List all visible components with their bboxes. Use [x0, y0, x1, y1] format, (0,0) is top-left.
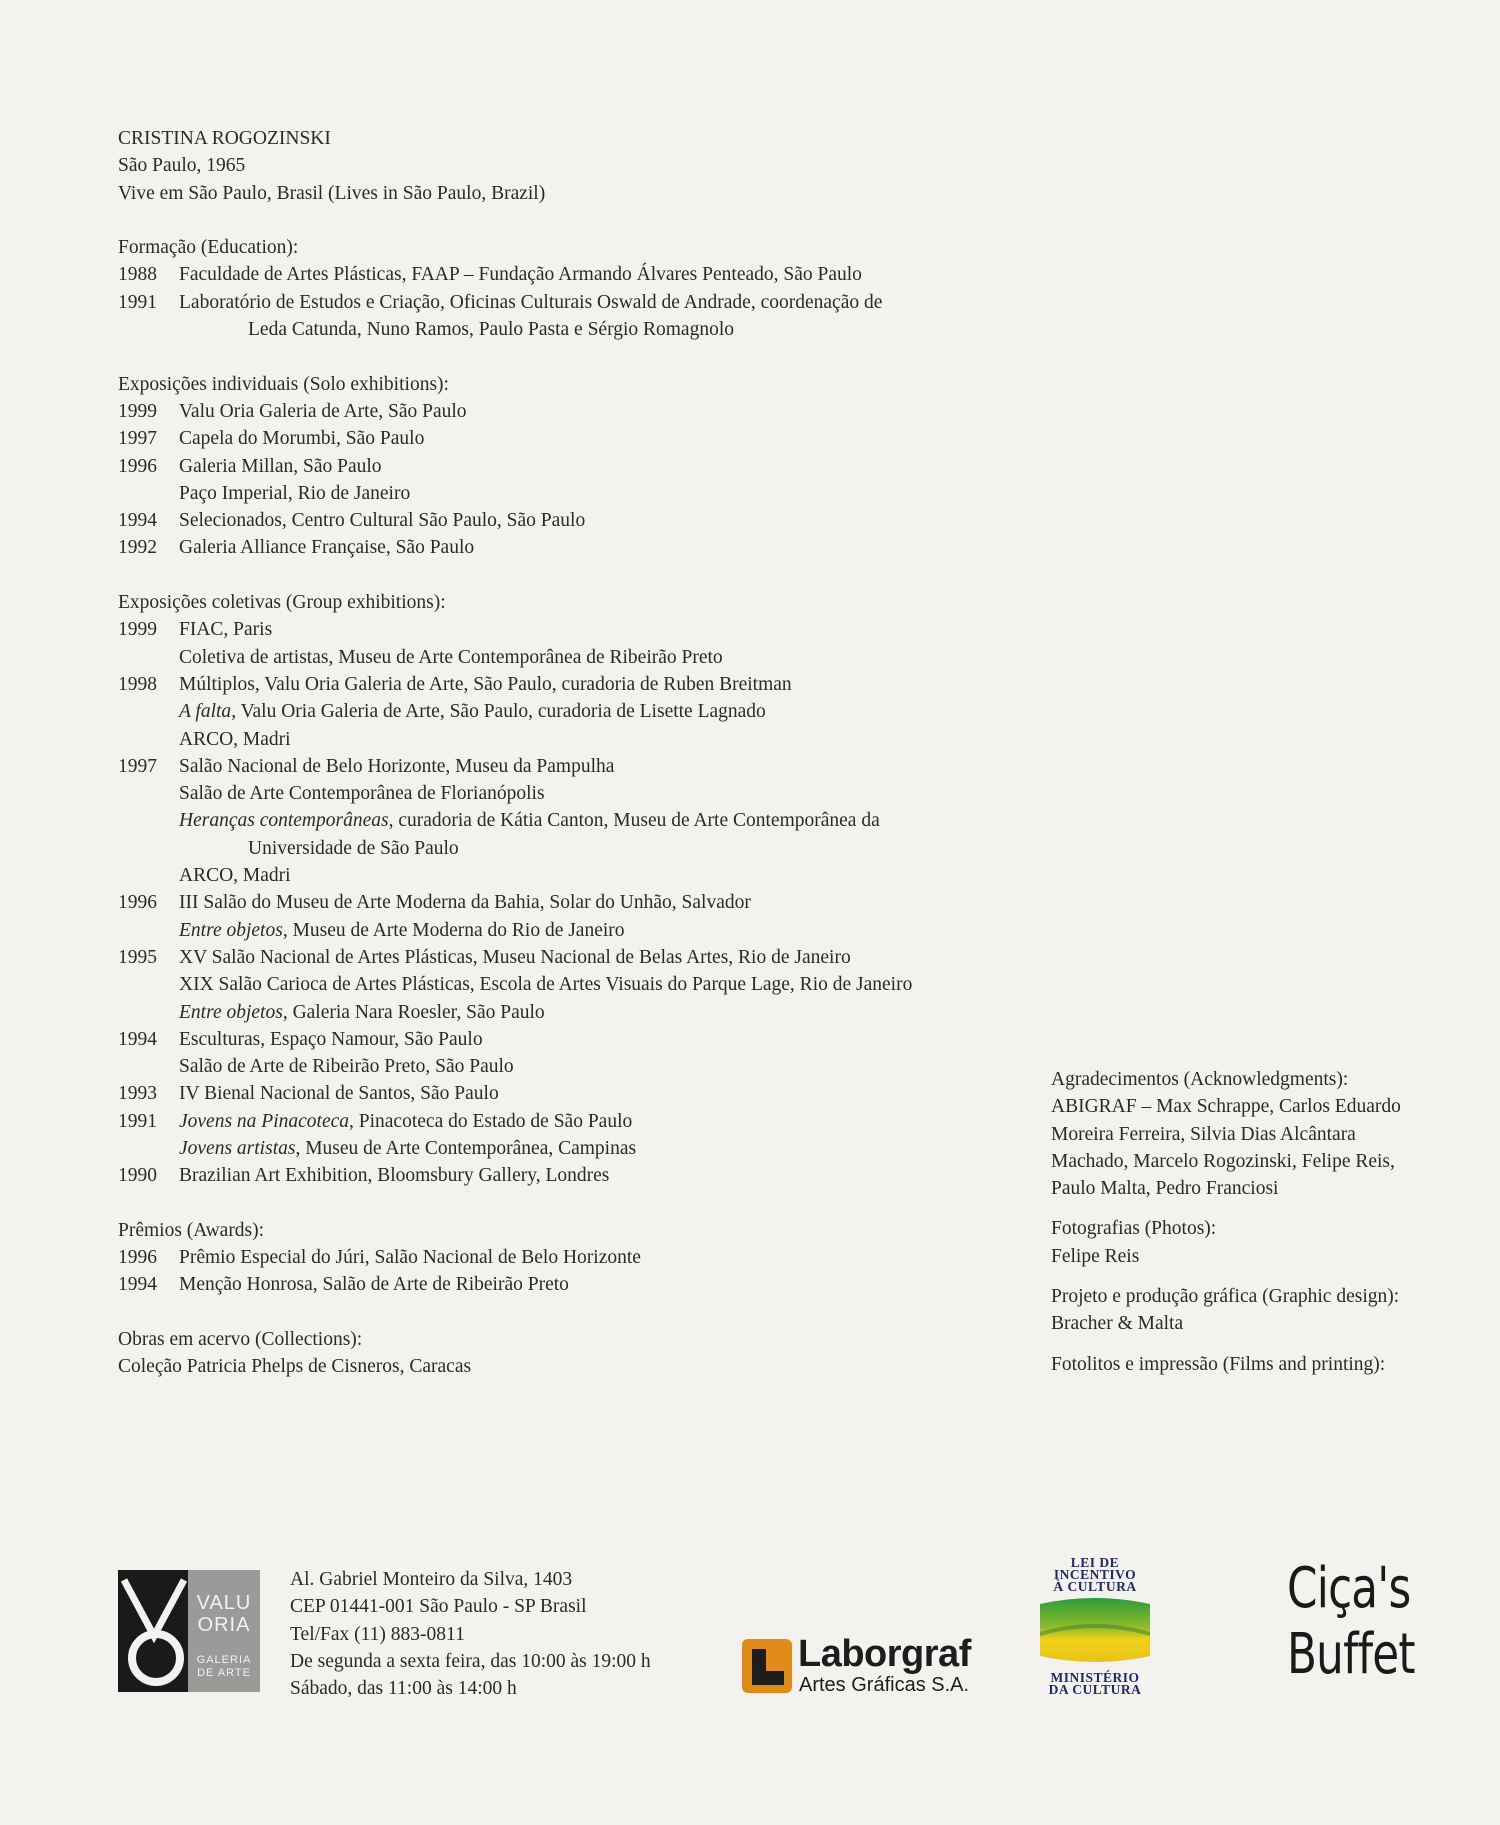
laborgraf-subtitle: Artes Gráficas S.A.: [799, 1674, 970, 1696]
list-item: [118, 261, 1018, 288]
entry-text: [179, 1053, 1018, 1080]
list-item: [118, 507, 1018, 534]
entry-title-italic: Jovens artistas: [179, 1137, 296, 1159]
entry-year: [118, 917, 179, 944]
minc-top-line: INCENTIVO: [1053, 1567, 1137, 1582]
entry-detail: ARCO, Madri: [179, 865, 291, 887]
address-line: Tel/Fax (11) 883-0811: [290, 1623, 465, 1645]
photos-heading: Fotografias (Photos):: [1051, 1218, 1217, 1240]
list-item: [118, 1108, 1018, 1135]
group-list: [118, 616, 1018, 1189]
entry-detail: , Pinacoteca do Estado de São Paulo: [349, 1110, 633, 1132]
minc-bottom-line: DA CULTURA: [1048, 1682, 1142, 1697]
entry-year: 1988: [118, 264, 157, 286]
laborgraf-logo: [740, 1633, 980, 1697]
list-item: [118, 1162, 1018, 1189]
entry-detail: Universidade de São Paulo: [248, 837, 459, 859]
list-item: [118, 289, 1018, 316]
entry-year: 1996: [118, 892, 157, 914]
entry-text: [179, 534, 1018, 561]
list-item: [118, 616, 1018, 643]
entry-detail: Menção Honrosa, Salão de Arte de Ribeirão Preto: [179, 1274, 569, 1296]
entry-detail: Paço Imperial, Rio de Janeiro: [179, 482, 411, 504]
entry-year: 1997: [118, 428, 157, 450]
list-item: [118, 807, 1018, 834]
minc-logo: [1036, 1557, 1154, 1696]
entry-text: [179, 999, 1018, 1026]
entry-text: [179, 1271, 1018, 1298]
collections-text: Coleção Patricia Phelps de Cisneros, Caracas: [118, 1356, 472, 1378]
ack-heading: Agradecimentos (Acknowledgments):: [1051, 1069, 1349, 1090]
design-credit: Bracher & Malta: [1051, 1313, 1184, 1335]
education-list: [118, 261, 1018, 343]
entry-text: [179, 971, 1018, 998]
entry-text: [179, 671, 1018, 698]
entry-detail: FIAC, Paris: [179, 619, 273, 641]
logo-valu-text: VALU: [196, 1592, 252, 1614]
ack-line: Paulo Malta, Pedro Franciosi: [1051, 1178, 1279, 1200]
entry-text: [179, 425, 1018, 452]
list-item: [118, 917, 1018, 944]
entry-text: [179, 917, 1018, 944]
entry-year: [118, 780, 179, 807]
entry-text: [179, 453, 1018, 480]
list-item: [118, 1026, 1018, 1053]
group-heading: Exposições coletivas (Group exhibitions):: [118, 592, 446, 614]
laborgraf-icon: [742, 1639, 792, 1693]
list-item: [118, 453, 1018, 480]
entry-detail: ARCO, Madri: [179, 728, 291, 750]
entry-title-italic: Entre objetos: [179, 1001, 283, 1023]
entry-title-italic: Entre objetos: [179, 919, 283, 941]
entry-year: [118, 480, 179, 507]
list-item: [118, 398, 1018, 425]
entry-text: [179, 1080, 1018, 1107]
entry-detail: Valu Oria Galeria de Arte, São Paulo: [179, 400, 467, 422]
entry-year: 1994: [118, 1028, 157, 1050]
entry-text: [179, 616, 1018, 643]
entry-title-italic: Jovens na Pinacoteca: [179, 1110, 350, 1132]
address-line: Sábado, das 11:00 às 14:00 h: [290, 1678, 517, 1700]
entry-text: [179, 480, 1018, 507]
printing-heading: Fotolitos e impressão (Films and printing):: [1051, 1353, 1386, 1375]
entry-detail: Prêmio Especial do Júri, Salão Nacional de Belo Horizonte: [179, 1247, 641, 1269]
entry-detail: Laboratório de Estudos e Criação, Oficinas Culturais Oswald de Andrade, coordenação de: [179, 291, 883, 313]
entry-year: 1996: [118, 455, 157, 477]
entry-detail: Galeria Alliance Française, São Paulo: [179, 537, 475, 559]
entry-text: [179, 889, 1018, 916]
entry-detail: Múltiplos, Valu Oria Galeria de Arte, São Paulo, curadoria de Ruben Breitman: [179, 673, 792, 695]
list-item: [118, 644, 1018, 671]
list-item-continuation: [118, 316, 1018, 343]
entry-text: [179, 726, 1018, 753]
entry-detail: Faculdade de Artes Plásticas, FAAP – Fundação Armando Álvares Penteado, São Paulo: [179, 264, 862, 286]
entry-year: 1994: [118, 510, 157, 532]
entry-text: [179, 835, 1018, 862]
entry-year: [118, 971, 179, 998]
list-item: [118, 534, 1018, 561]
entry-year: [118, 1135, 179, 1162]
entry-detail: III Salão do Museu de Arte Moderna da Bahia, Solar do Unhão, Salvador: [179, 892, 751, 914]
entry-year: 1999: [118, 400, 157, 422]
awards-list: [118, 1244, 1018, 1299]
entry-detail: , Galeria Nara Roesler, São Paulo: [282, 1001, 545, 1023]
entry-detail: Selecionados, Centro Cultural São Paulo, São Paulo: [179, 510, 586, 532]
awards-heading: Prêmios (Awards):: [118, 1219, 265, 1241]
entry-text: [179, 1244, 1018, 1271]
entry-year: [118, 644, 179, 671]
entry-year: [118, 807, 179, 834]
entry-detail: , curadoria de Kátia Canton, Museu de Arte Contemporânea da: [388, 810, 880, 832]
gallery-address: [290, 1566, 651, 1702]
list-item: [118, 780, 1018, 807]
minc-flag-icon: [1040, 1598, 1150, 1662]
entry-text: [179, 1135, 1018, 1162]
entry-year: [118, 835, 179, 862]
entry-detail: XV Salão Nacional de Artes Plásticas, Museu Nacional de Belas Artes, Rio de Janeiro: [179, 946, 851, 968]
entry-text: [179, 289, 1018, 316]
list-item: [118, 971, 1018, 998]
entry-title-italic: Heranças contemporâneas: [179, 810, 389, 832]
address-line: De segunda a sexta feira, das 10:00 às 19:00 h: [290, 1650, 651, 1672]
list-item: [118, 1244, 1018, 1271]
buffet-line: Buffet: [1287, 1622, 1415, 1687]
logo-de-arte-text: DE ARTE: [197, 1667, 251, 1679]
education-heading: Formação (Education):: [118, 237, 299, 259]
list-item: [118, 726, 1018, 753]
entry-detail: IV Bienal Nacional de Santos, São Paulo: [179, 1083, 499, 1105]
entry-year: 1992: [118, 537, 157, 559]
entry-text: [179, 1162, 1018, 1189]
entry-detail: Coletiva de artistas, Museu de Arte Contemporânea de Ribeirão Preto: [179, 646, 723, 668]
list-item: [118, 698, 1018, 725]
entry-detail: XIX Salão Carioca de Artes Plásticas, Escola de Artes Visuais do Parque Lage, Rio de Janeiro: [179, 974, 913, 996]
cv-main-column: [118, 125, 1018, 1381]
entry-detail: , Valu Oria Galeria de Arte, São Paulo, curadoria de Lisette Lagnado: [231, 701, 766, 723]
list-item: [118, 480, 1018, 507]
solo-list: [118, 398, 1018, 562]
minc-bottom-line: MINISTÉRIO: [1050, 1670, 1140, 1685]
list-item: [118, 1053, 1018, 1080]
entry-year: [118, 862, 179, 889]
entry-text: [179, 1026, 1018, 1053]
entry-year: [118, 726, 179, 753]
design-heading: Projeto e produção gráfica (Graphic design):: [1051, 1286, 1400, 1308]
list-item: [118, 1135, 1018, 1162]
entry-year-empty: [118, 316, 179, 343]
photos-credit: Felipe Reis: [1051, 1245, 1140, 1267]
ack-line: ABIGRAF – Max Schrappe, Carlos Eduardo: [1051, 1096, 1401, 1118]
credits-column: [1051, 1066, 1471, 1391]
artist-residence: Vive em São Paulo, Brasil (Lives in São Paulo, Brazil): [118, 182, 546, 204]
ack-line: Machado, Marcelo Rogozinski, Felipe Reis,: [1051, 1150, 1395, 1172]
entry-detail: Salão de Arte de Ribeirão Preto, São Paulo: [179, 1056, 514, 1078]
entry-year: 1991: [118, 291, 157, 313]
minc-top-line: LEI DE: [1070, 1555, 1120, 1570]
entry-year: 1996: [118, 1247, 157, 1269]
entry-detail: , Museu de Arte Moderna do Rio de Janeiro: [282, 919, 625, 941]
logo-galeria-text: GALERIA: [196, 1654, 252, 1666]
entry-year: [118, 698, 179, 725]
entry-text: [179, 780, 1018, 807]
list-item: [118, 1271, 1018, 1298]
entry-text-continuation: Leda Catunda, Nuno Ramos, Paulo Pasta e Sérgio Romagnolo: [248, 319, 734, 341]
list-item: [118, 425, 1018, 452]
entry-text: [179, 644, 1018, 671]
valu-oria-logo: [118, 1570, 260, 1692]
laborgraf-name: Laborgraf: [798, 1633, 971, 1675]
list-item: [118, 862, 1018, 889]
entry-text: [179, 807, 1018, 834]
entry-text: [179, 261, 1018, 288]
entry-year: [118, 999, 179, 1026]
entry-year: 1999: [118, 619, 157, 641]
collections-heading: Obras em acervo (Collections):: [118, 1329, 363, 1351]
entry-year: 1990: [118, 1165, 157, 1187]
ack-line: Moreira Ferreira, Silvia Dias Alcântara: [1051, 1123, 1356, 1145]
list-item: [118, 889, 1018, 916]
entry-detail: Salão Nacional de Belo Horizonte, Museu da Pampulha: [179, 755, 615, 777]
entry-text: [179, 944, 1018, 971]
list-item: [118, 835, 1018, 862]
artist-name: CRISTINA ROGOZINSKI: [118, 128, 331, 149]
entry-detail: Galeria Millan, São Paulo: [179, 455, 382, 477]
entry-text: [179, 698, 1018, 725]
entry-year: 1995: [118, 946, 157, 968]
entry-detail: , Museu de Arte Contemporânea, Campinas: [295, 1137, 637, 1159]
entry-detail: Salão de Arte Contemporânea de Florianópolis: [179, 783, 545, 805]
list-item: [118, 753, 1018, 780]
entry-year: 1991: [118, 1110, 157, 1132]
entry-year: 1993: [118, 1083, 157, 1105]
entry-text: [179, 753, 1018, 780]
address-line: CEP 01441-001 São Paulo - SP Brasil: [290, 1596, 587, 1618]
entry-title-italic: A falta: [179, 701, 232, 723]
logo-oria-text: ORIA: [197, 1614, 251, 1636]
list-item: [118, 1080, 1018, 1107]
list-item: [118, 944, 1018, 971]
entry-year: [118, 1053, 179, 1080]
list-item: [118, 671, 1018, 698]
entry-text: [179, 507, 1018, 534]
entry-detail: Esculturas, Espaço Namour, São Paulo: [179, 1028, 483, 1050]
entry-detail: Brazilian Art Exhibition, Bloomsbury Gallery, Londres: [179, 1165, 610, 1187]
entry-detail: Capela do Morumbi, São Paulo: [179, 428, 425, 450]
cicas-line: Ciça's: [1287, 1556, 1411, 1621]
address-line: Al. Gabriel Monteiro da Silva, 1403: [290, 1569, 573, 1590]
artist-birth: São Paulo, 1965: [118, 155, 246, 177]
solo-heading: Exposições individuais (Solo exhibitions):: [118, 373, 449, 395]
entry-year: 1994: [118, 1274, 157, 1296]
entry-year: 1997: [118, 755, 157, 777]
entry-text: [179, 862, 1018, 889]
entry-text: [179, 1108, 1018, 1135]
cicas-buffet-logo: [1287, 1556, 1415, 1688]
minc-top-line: À CULTURA: [1053, 1579, 1137, 1594]
list-item: [118, 999, 1018, 1026]
entry-year: 1998: [118, 673, 157, 695]
entry-text: [179, 398, 1018, 425]
